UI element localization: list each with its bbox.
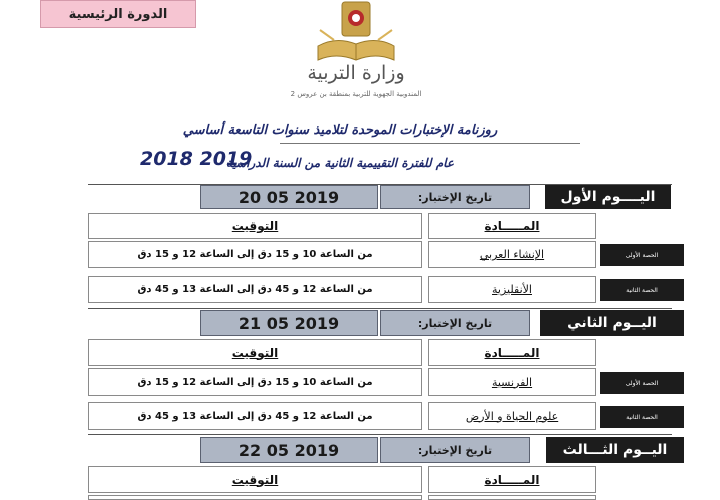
session-tag: الحصة الثانية xyxy=(600,279,684,301)
date-label: تاريخ الإختبار: xyxy=(380,310,530,336)
time-cell: من الساعة 12 و 45 دق إلى الساعة 13 و 45 دق xyxy=(88,402,422,430)
row-divider xyxy=(88,434,672,435)
subject-cell xyxy=(428,495,596,500)
emblem-book-icon xyxy=(314,0,398,66)
time-cell: من الساعة 10 و 15 دق إلى الساعة 12 و 15 دق xyxy=(88,241,422,268)
session-tag: الحصة الثانية xyxy=(600,406,684,428)
document-title: روزنامة الإختبارات الموحدة لتلاميذ سنوات التاسعة أساسي xyxy=(182,123,498,138)
date-label: تاريخ الإختبار: xyxy=(380,437,530,463)
session-label-box xyxy=(40,0,196,28)
time-header: التوقيت xyxy=(88,339,422,366)
session-label: الدورة الرئيسية xyxy=(68,6,168,22)
day-label: اليــوم الثاني xyxy=(540,310,684,336)
ministry-subtitle: المندوبية الجهوية للتربية بمنطقة بن عروس 2 xyxy=(290,90,422,98)
ministry-logo xyxy=(290,0,422,105)
time-header: التوقيت xyxy=(88,213,422,239)
subject-cell: الفرنسية xyxy=(428,368,596,396)
session-tag: الحصة الأولى xyxy=(600,372,684,394)
time-cell: من الساعة 10 و 15 دق إلى الساعة 12 و 15 دق xyxy=(88,368,422,396)
day-label: اليــــوم الأول xyxy=(545,185,671,209)
document-subtitle: عام للفترة التقييمية الثانية من السنة الدراسية xyxy=(226,156,454,170)
ministry-name: وزارة التربية xyxy=(307,62,405,84)
subject-header: المـــــادة xyxy=(428,213,596,239)
school-year: 2018 2019 xyxy=(140,148,253,170)
subject-header: المـــــادة xyxy=(428,339,596,366)
subject-cell: علوم الحياة و الأرض xyxy=(428,402,596,430)
subject-cell: الإنشاء العربي xyxy=(428,241,596,268)
subject-header: المـــــادة xyxy=(428,466,596,493)
row-divider xyxy=(88,308,672,309)
exam-date: 20 05 2019 xyxy=(200,185,378,209)
subject-cell: الأنقليزية xyxy=(428,276,596,303)
day-label: اليــوم الثـــالث xyxy=(546,437,684,463)
exam-date: 21 05 2019 xyxy=(200,310,378,336)
date-label: تاريخ الإختبار: xyxy=(380,185,530,209)
time-header: التوقيت xyxy=(88,466,422,493)
time-cell xyxy=(88,495,422,500)
time-cell: من الساعة 12 و 45 دق إلى الساعة 13 و 45 دق xyxy=(88,276,422,303)
title-underline xyxy=(280,143,580,144)
session-tag: الحصة الأولى xyxy=(600,244,684,266)
exam-date: 22 05 2019 xyxy=(200,437,378,463)
